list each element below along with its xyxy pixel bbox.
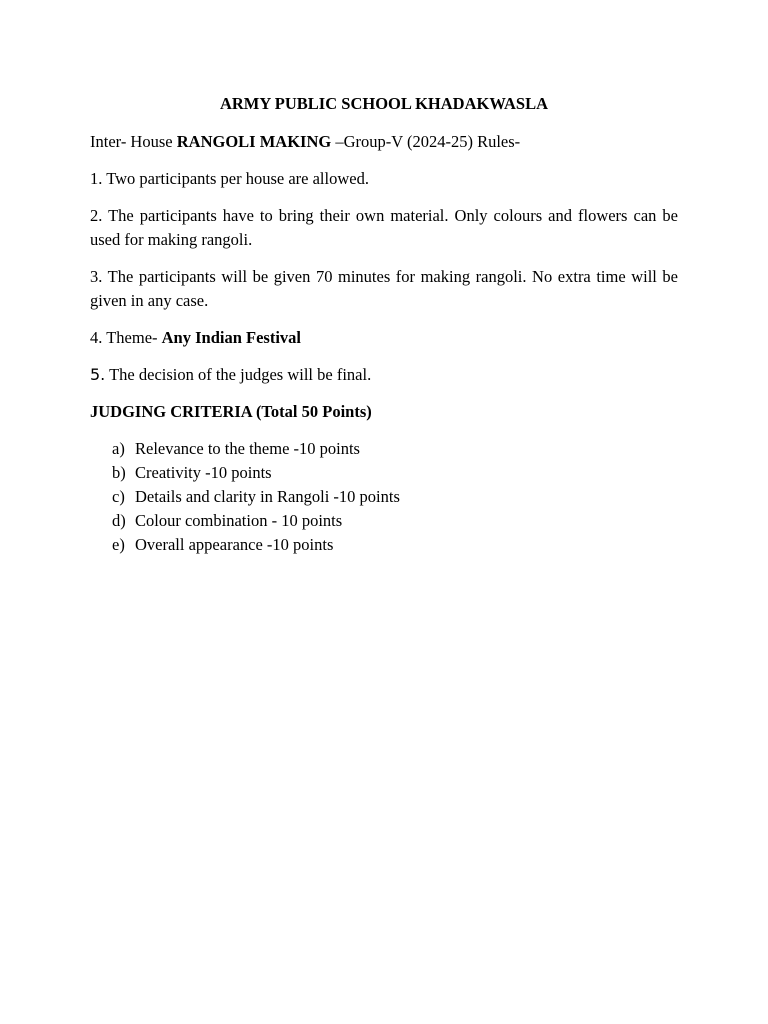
event-heading [90, 130, 678, 154]
list-marker: c) [112, 487, 125, 506]
list-marker: d) [112, 511, 126, 530]
rule-text: The participants have to bring their own material. Only colours and flowers can be used for making rangoli. [90, 206, 678, 249]
rule-text: The decision of the judges will be final. [105, 365, 372, 384]
rule-text: The participants will be given 70 minutes for making rangoli. No extra time will be given in any case. [90, 267, 678, 310]
list-item-text: Colour combination - 10 points [135, 511, 343, 530]
event-name: RANGOLI MAKING [176, 132, 332, 151]
list-marker: e) [112, 535, 125, 554]
list-item [90, 485, 678, 509]
rule-3 [90, 265, 678, 313]
list-item-text: Details and clarity in Rangoli -10 points [135, 487, 400, 506]
rule-1 [90, 167, 678, 191]
school-title: ARMY PUBLIC SCHOOL KHADAKWASLA [219, 94, 549, 113]
rule-text: Theme- [102, 328, 162, 347]
list-item-text: Overall appearance -10 points [135, 535, 334, 554]
rule-5 [90, 363, 678, 387]
list-item [90, 461, 678, 485]
theme-value: Any Indian Festival [161, 328, 302, 347]
list-marker: a) [112, 439, 125, 458]
document-page [90, 94, 678, 557]
list-item-text: Creativity -10 points [135, 463, 272, 482]
rule-4 [90, 326, 678, 350]
rule-2 [90, 204, 678, 252]
list-item [90, 437, 678, 461]
criteria-title: JUDGING CRITERIA (Total 50 Points) [90, 402, 372, 421]
rule-text: Two participants per house are allowed. [102, 169, 369, 188]
list-item-text: Relevance to the theme -10 points [135, 439, 360, 458]
heading-suffix: –Group-V (2024-25) Rules- [331, 132, 521, 151]
rule-number: 1. [90, 169, 103, 188]
rule-number: 4. [90, 328, 103, 347]
list-marker: b) [112, 463, 126, 482]
list-item [90, 509, 678, 533]
rule-number: 3. [90, 267, 103, 286]
rule-number: 5. [90, 365, 106, 384]
heading-prefix: Inter- House [90, 132, 177, 151]
criteria-list [90, 437, 678, 557]
rule-number: 2. [90, 206, 103, 225]
list-item [90, 533, 678, 557]
